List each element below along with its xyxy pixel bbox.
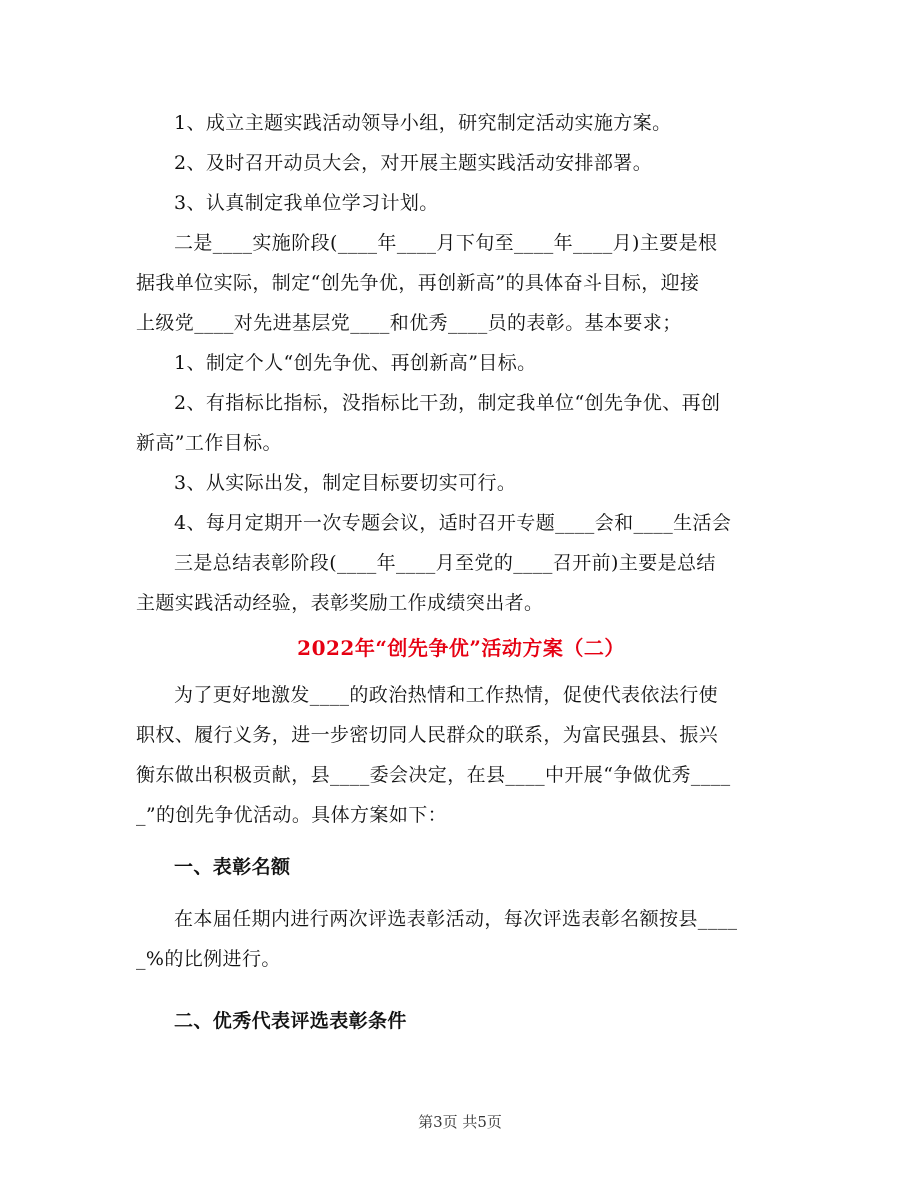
paragraph-line: _”的创先争优活动。具体方案如下： (136, 804, 448, 826)
intro-paragraph (136, 675, 786, 835)
paragraph-line: 据我单位实际，制定“创先争优，再创新高”的具体奋斗目标，迎接 (136, 272, 700, 294)
paragraph-line: 三是总结表彰阶段(____年____月至党的____召开前)主要是总结 (174, 552, 716, 574)
paragraph-line: 4、每月定期开一次专题会议，适时召开专题____会和____生活会 (174, 512, 732, 534)
section-title: 2022年“创先争优”活动方案（二） (297, 636, 625, 660)
paragraph-3 (136, 183, 786, 223)
paragraph-6 (136, 383, 786, 463)
paragraph-line: 主题实践活动经验，表彰奖励工作成绩突出者。 (136, 592, 544, 614)
paragraph-line: 1、成立主题实践活动领导小组，研究制定活动实施方案。 (174, 112, 672, 134)
paragraph-line: _%的比例进行。 (136, 948, 281, 970)
paragraph-line: 3、从实际出发，制定目标要切实可行。 (174, 472, 517, 494)
document-body (136, 103, 786, 1041)
paragraph-5 (136, 343, 786, 383)
paragraph-line: 为了更好地激发____的政治热情和工作热情，促使代表依法行使 (174, 684, 719, 706)
paragraph-line: 二是____实施阶段(____年____月下旬至____年____月)主要是根 (174, 232, 718, 254)
paragraph-8 (136, 503, 786, 543)
paragraph-line: 职权、履行义务，进一步密切同人民群众的联系，为富民强县、振兴 (136, 724, 719, 746)
paragraph-line: 衡东做出积极贡献，县____委会决定，在县____中开展“争做优秀____ (136, 764, 731, 786)
paragraph-line: 上级党____对先进基层党____和优秀____员的表彰。基本要求； (136, 312, 682, 334)
paragraph-1 (136, 103, 786, 143)
paragraph-9 (136, 543, 786, 623)
paragraph-line: 3、认真制定我单位学习计划。 (174, 192, 439, 214)
page-footer: 第3页 共5页 (418, 1113, 502, 1131)
paragraph-line: 2、有指标比指标，没指标比干劲，制定我单位“创先争优、再创 (174, 392, 721, 414)
paragraph-line: 新高”工作目标。 (136, 432, 282, 454)
heading-1-body (136, 899, 786, 979)
paragraph-2 (136, 143, 786, 183)
spacer (136, 979, 786, 1001)
heading-2: 二、优秀代表评选表彰条件 (174, 1010, 407, 1032)
paragraph-line: 1、制定个人“创先争优、再创新高”目标。 (174, 352, 537, 374)
paragraph-7 (136, 463, 786, 503)
paragraph-line: 2、及时召开动员大会，对开展主题实践活动安排部署。 (174, 152, 653, 174)
spacer (136, 835, 786, 847)
heading-1: 一、表彰名额 (174, 856, 291, 878)
spacer (136, 887, 786, 899)
paragraph-line: 在本届任期内进行两次评选表彰活动，每次评选表彰名额按县____ (174, 908, 738, 930)
paragraph-4 (136, 223, 786, 343)
